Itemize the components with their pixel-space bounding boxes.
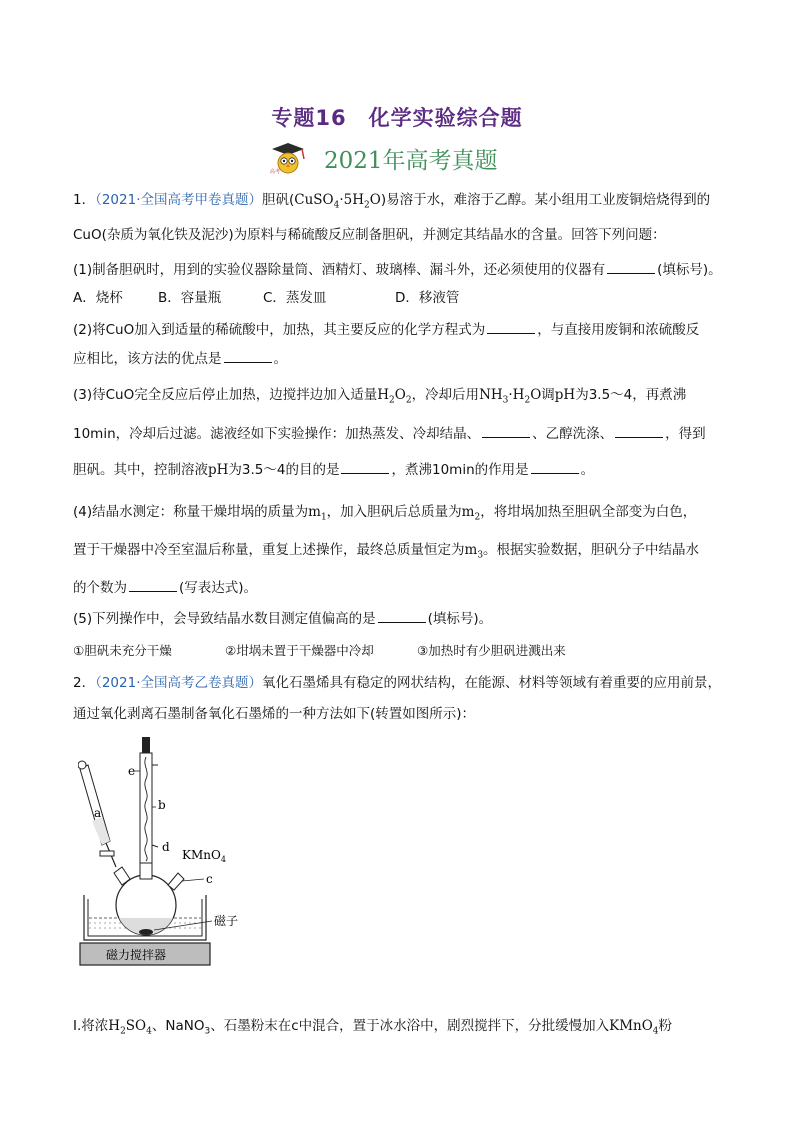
q1-part-1: (1)制备胆矾时，用到的实验仪器除量筒、酒精灯、玻璃棒、漏斗外，还必须使用的仪器有 (填标号)。 — [73, 262, 722, 278]
answer-blank[interactable] — [482, 425, 530, 438]
magnet-bar — [139, 929, 153, 935]
q1-line-2: CuO(杂质为氧化铁及泥沙)为原料与稀硫酸反应制备胆矾，并测定其结晶水的含量。回答下列问题： — [73, 227, 666, 243]
label-c: c — [206, 872, 213, 886]
q1-part-3: (3)待CuO完全反应后停止加热，边搅拌边加入适量$H_2O_2$，冷却后用$NH_3\cdot H_2O$调pH为3.5～4，再煮沸 — [73, 387, 687, 406]
answer-blank[interactable] — [487, 321, 535, 334]
option-b: B．容量瓶 — [158, 290, 222, 306]
svg-text:高考: 高考 — [270, 169, 281, 175]
choice-3: ③加热时有少胆矾进溅出来 — [417, 643, 566, 658]
q1-part-2-cont: 应相比，该方法的优点是 。 — [73, 351, 287, 367]
magnet-label: 磁子 — [214, 914, 239, 928]
option-d: D．移液管 — [395, 290, 460, 306]
choice-2: ②坩埚未置于干燥器中冷却 — [225, 643, 374, 658]
choice-1: ①胆矾未充分干燥 — [73, 643, 172, 658]
q1-part-4-line-3: 的个数为 (写表达式)。 — [73, 580, 258, 596]
label-b: b — [158, 798, 166, 812]
page-title: 专题16 化学实验综合题 — [271, 106, 523, 130]
q2-step-1: Ⅰ.将浓$H_2SO_4$、NaNO$_3$、石墨粉末在c中混合，置于冰水浴中，剧烈搅拌下，分批缓慢加入KMnO$_4$粉 — [73, 1018, 673, 1037]
q2-line-2: 通过氧化剥离石墨制备氧化石墨烯的一种方法如下(转置如图所示)： — [73, 706, 476, 722]
owl-logo-icon — [268, 141, 314, 175]
answer-blank[interactable] — [378, 610, 426, 623]
q1-part-5: (5)下列操作中，会导致结晶水数目测定值偏高的是 (填标号)。 — [73, 611, 493, 627]
label-a: a — [94, 806, 102, 820]
answer-blank[interactable] — [129, 579, 177, 592]
answer-blank[interactable] — [607, 261, 655, 274]
q1-part-3-line-3: 胆矾。其中，控制溶液pH为3.5～4的目的是 ，煮沸10min的作用是 。 — [73, 462, 595, 478]
q1-line-1: 1．（2021·全国高考甲卷真题）胆矾$(CuSO_4\cdot 5H_2O)$易溶于水，难溶于乙醇。某小组用工业废铜焙烧得到的 — [73, 192, 711, 211]
label-e: e — [128, 764, 136, 778]
subtitle-row — [268, 140, 498, 176]
q1-source: （2021·全国高考甲卷真题） — [95, 192, 262, 208]
q2-line-1: 2．（2021·全国高考乙卷真题）氧化石墨烯具有稳定的网状结构，在能源、材料等领域有着重要的应用前景， — [73, 675, 721, 691]
answer-blank[interactable] — [341, 461, 389, 474]
kmno4-label: KMnO$_4$ — [182, 848, 226, 864]
option-a: A．烧杯 — [73, 290, 123, 306]
q1-part-4-line-2: 置于干燥器中冷至室温后称量，重复上述操作，最终总质量恒定为$m_3$。根据实验数据，胆矾分子中结晶水 — [73, 542, 700, 561]
q1-choices — [73, 642, 566, 660]
stirrer-label: 磁力搅拌器 — [106, 948, 167, 962]
q1-part-3-line-2: 10min，冷却后过滤。滤液经如下实验操作：加热蒸发、冷却结晶、 、乙醇洗涤、 ，得到 — [73, 426, 706, 442]
q2-source: （2021·全国高考乙卷真题） — [95, 675, 262, 691]
q1-options — [73, 289, 460, 307]
answer-blank[interactable] — [224, 350, 272, 363]
section-subtitle: 2021年高考真题 — [324, 147, 498, 174]
q1-part-4: (4)结晶水测定：称量干燥坩埚的质量为$m_1$，加入胆矾后总质量为$m_2$，将坩埚加热至胆矾全部变为白色， — [73, 504, 697, 523]
q1-part-2: (2)将CuO加入到适量的稀硫酸中，加热，其主要反应的化学方程式为 ，与直接用废铜和浓硫酸反 — [73, 322, 700, 338]
option-c: C．蒸发皿 — [263, 290, 327, 306]
label-d: d — [162, 840, 170, 854]
answer-blank[interactable] — [531, 461, 579, 474]
apparatus-figure — [78, 735, 258, 970]
answer-blank[interactable] — [615, 425, 663, 438]
